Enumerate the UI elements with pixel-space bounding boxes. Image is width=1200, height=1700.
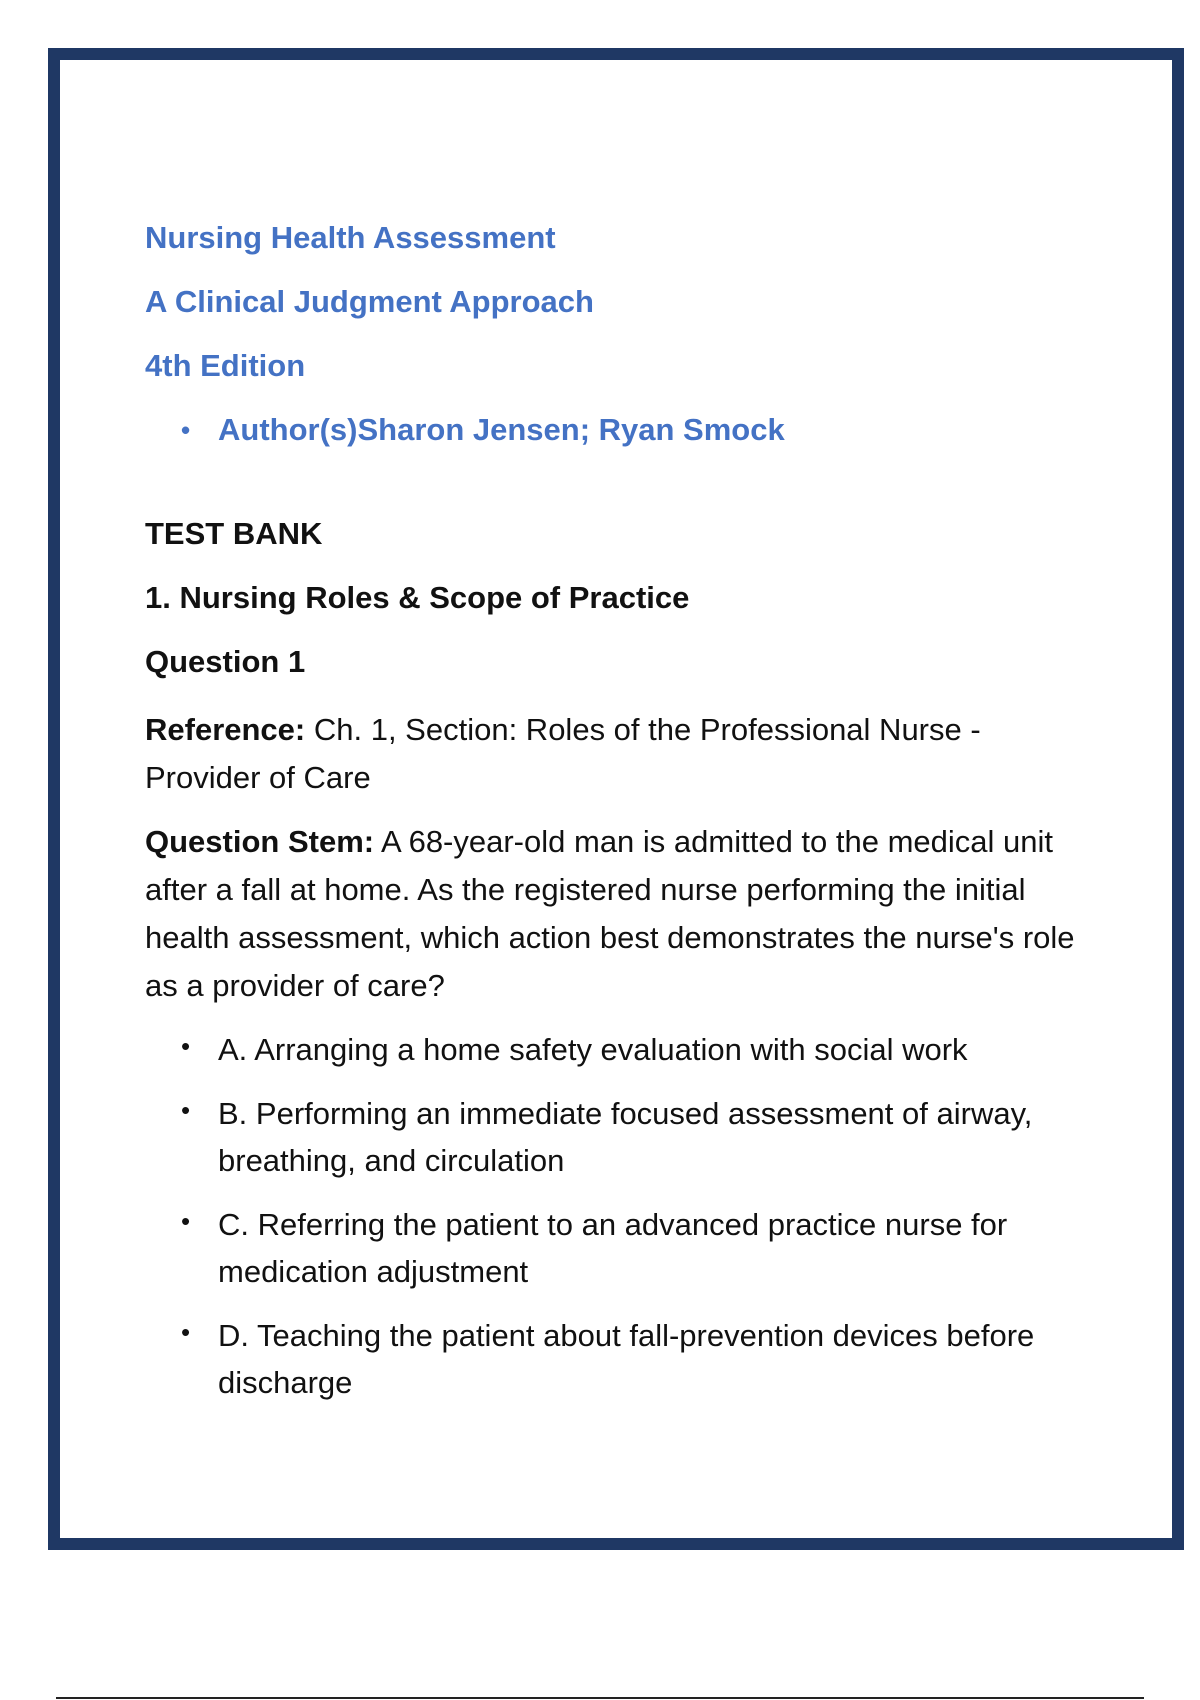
bullet-icon: • bbox=[181, 1206, 191, 1236]
answer-option-text: B. Performing an immediate focused assessment of airway, breathing, and circulation bbox=[218, 1096, 1033, 1178]
answer-option-text: C. Referring the patient to an advanced practice nurse for medication adjustment bbox=[218, 1207, 1008, 1289]
book-edition: 4th Edition bbox=[145, 348, 306, 383]
reference-paragraph bbox=[145, 706, 1095, 802]
question-heading: Question 1 bbox=[145, 644, 306, 679]
stem-label: Question Stem: bbox=[145, 824, 375, 859]
answer-option-text: A. Arranging a home safety evaluation with social work bbox=[218, 1032, 968, 1067]
answer-option bbox=[145, 1201, 1095, 1295]
book-subtitle: A Clinical Judgment Approach bbox=[145, 284, 594, 319]
reference-label: Reference: bbox=[145, 712, 306, 747]
book-title: Nursing Health Assessment bbox=[145, 220, 556, 255]
answer-option-text: D. Teaching the patient about fall-prevention devices before discharge bbox=[218, 1318, 1035, 1400]
test-bank-heading: TEST BANK bbox=[145, 516, 323, 551]
bullet-icon: • bbox=[181, 415, 191, 445]
document-content bbox=[145, 218, 1095, 1423]
author-names: Author(s)Sharon Jensen; Ryan Smock bbox=[218, 412, 785, 447]
answer-option bbox=[145, 1312, 1095, 1406]
bullet-icon: • bbox=[181, 1095, 191, 1125]
question-stem-paragraph bbox=[145, 818, 1095, 1010]
footer-divider bbox=[56, 1697, 1144, 1699]
reference-text: Ch. 1, Section: Roles of the Professional Nurse - Provider of Care bbox=[145, 712, 981, 795]
author-item bbox=[145, 410, 1095, 450]
answer-option bbox=[145, 1090, 1095, 1184]
section-heading: 1. Nursing Roles & Scope of Practice bbox=[145, 580, 690, 615]
bullet-icon: • bbox=[181, 1317, 191, 1347]
answer-options bbox=[145, 1026, 1095, 1406]
bullet-icon: • bbox=[181, 1031, 191, 1061]
answer-option bbox=[145, 1026, 1095, 1073]
author-list bbox=[145, 410, 1095, 450]
stem-text: A 68-year-old man is admitted to the medical unit after a fall at home. As the registered nurse performing the initial health assessment, which action best demonstrates the nurse's role as a provider of care? bbox=[145, 824, 1075, 1003]
